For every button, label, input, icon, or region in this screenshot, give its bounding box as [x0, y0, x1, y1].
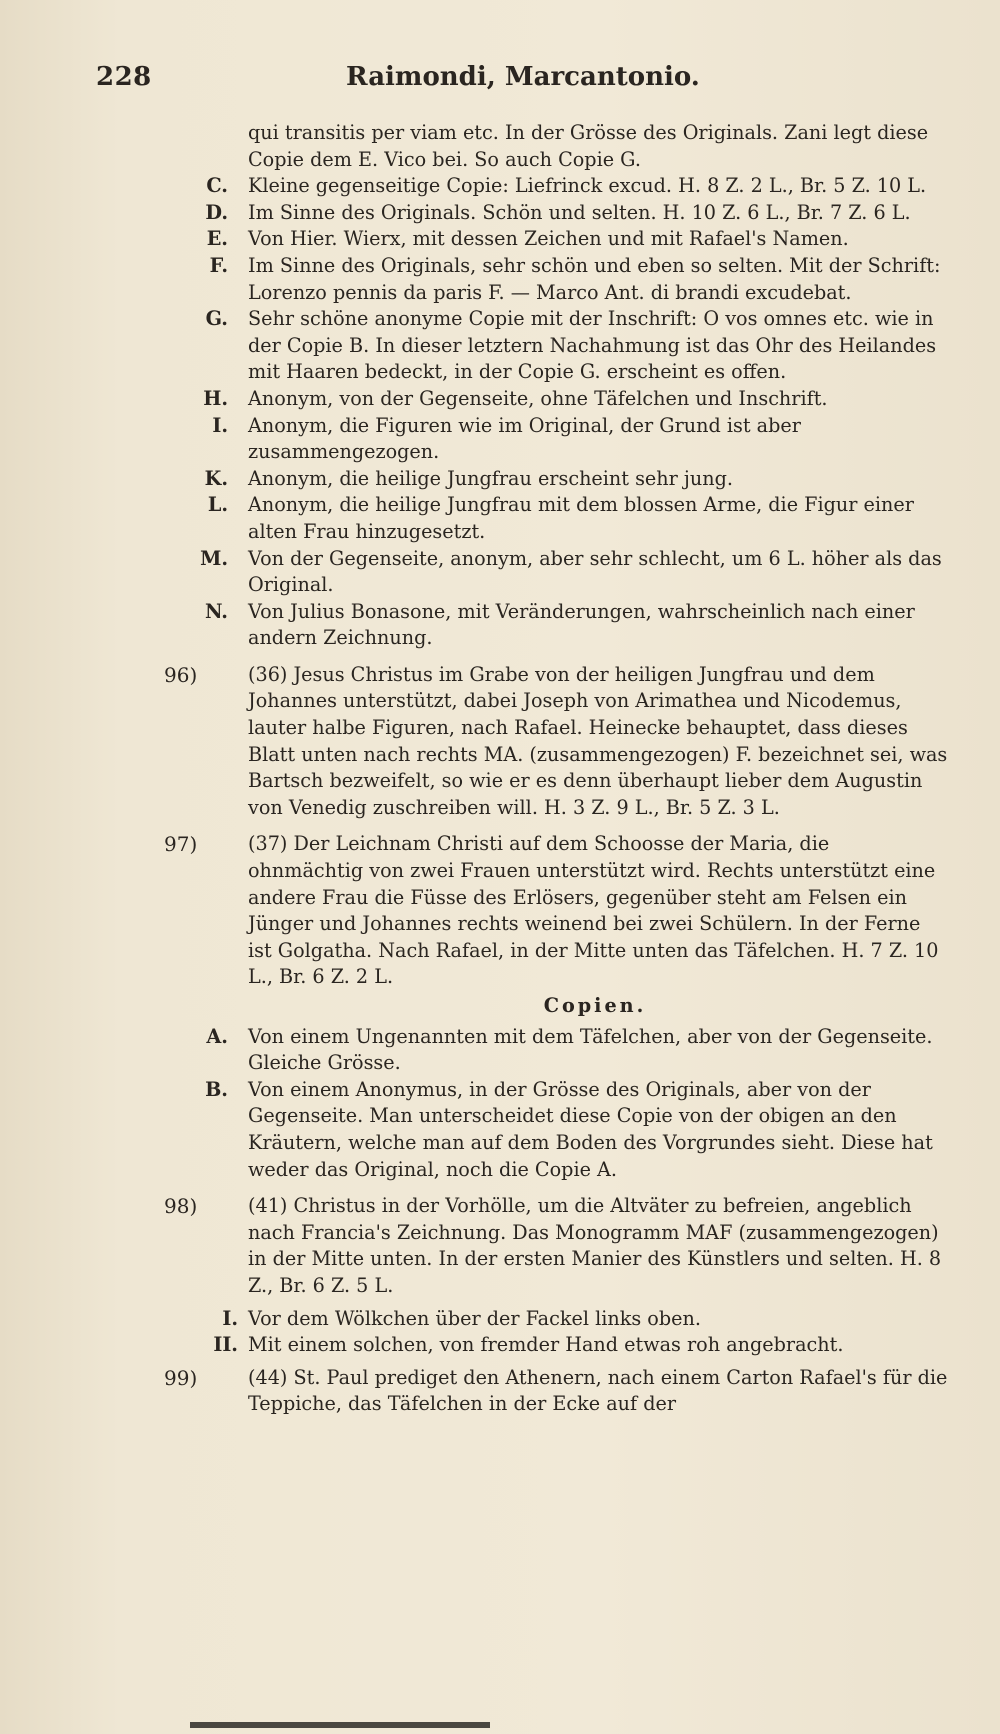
copy-text: Von einem Anonymus, in der Grösse des Originals, aber von der Gegenseite. Man unterscheidet diese Copie von der obigen an den Kräutern, welche man auf dem Boden des Vorgrundes sieht. Diese hat weder das Original, noch die Copie A. — [248, 1077, 933, 1181]
copy-text: Von einem Ungenannten mit dem Täfelchen, aber von der Gegenseite. Gleiche Grösse. — [248, 1024, 933, 1075]
copy-item — [180, 386, 950, 413]
page-number: 228 — [96, 62, 152, 92]
states-list — [180, 1306, 950, 1359]
state-item — [180, 1306, 950, 1333]
copy-text: Im Sinne des Originals, sehr schön und eben so selten. Mit der Schrift: Lorenzo pennis da paris F. — Marco Ant. di brandi excudebat. — [248, 253, 941, 304]
copy-label: G. — [205, 307, 228, 331]
copy-text: Anonym, die Figuren wie im Original, der Grund ist aber zusammengezogen. — [248, 413, 801, 464]
copy-item — [180, 599, 950, 652]
entry-text: (44) St. Paul prediget den Athenern, nach einem Carton Rafael's für die Teppiche, das Täfelchen in der Ecke auf der — [248, 1365, 948, 1416]
entry-text: (41) Christus in der Vorhölle, um die Altväter zu befreien, angeblich nach Francia's Zeichnung. Das Monogramm MAF (zusammengezogen) in der Mitte unten. In der ersten Manier des Künstlers und selten. H. 8 Z., Br. 6 Z. 5 L. — [248, 1194, 942, 1297]
copy-label: H. — [203, 386, 228, 410]
copy-item — [180, 306, 950, 386]
copy-item — [180, 466, 950, 493]
copy-item — [180, 253, 950, 306]
copy-item — [180, 1024, 950, 1077]
copy-text: Von der Gegenseite, anonym, aber sehr schlecht, um 6 L. höher als das Original. — [248, 546, 942, 597]
copy-item — [180, 173, 950, 200]
state-text: Mit einem solchen, von fremder Hand etwas roh angebracht. — [248, 1333, 844, 1357]
copy-text: Von Hier. Wierx, mit dessen Zeichen und mit Rafael's Namen. — [248, 227, 849, 251]
copy-label: D. — [205, 200, 228, 224]
copy-label: C. — [206, 174, 228, 198]
bottom-rule — [190, 1722, 490, 1728]
copies-list-first — [180, 173, 950, 652]
catalog-entry — [164, 662, 950, 822]
copy-item — [180, 413, 950, 466]
copy-item — [180, 492, 950, 545]
copy-text: Von Julius Bonasone, mit Veränderungen, wahrscheinlich nach einer andern Zeichnung. — [248, 599, 915, 650]
copy-label: L. — [207, 493, 228, 517]
copy-text: Anonym, die heilige Jungfrau mit dem blossen Arme, die Figur einer alten Frau hinzugesetzt. — [248, 493, 914, 543]
copy-item — [180, 1077, 950, 1183]
catalog-entry — [164, 831, 950, 991]
copy-label: E. — [206, 227, 228, 251]
copy-text: Im Sinne des Originals. Schön und selten. H. 10 Z. 6 L., Br. 7 Z. 6 L. — [248, 200, 911, 224]
copy-label: I. — [212, 413, 228, 437]
body-text — [164, 120, 950, 1418]
copy-text: Anonym, die heilige Jungfrau erscheint sehr jung. — [248, 466, 733, 490]
catalog-entry — [164, 1193, 950, 1299]
intro-paragraph: qui transitis per viam etc. In der Grösse des Originals. Zani legt diese Copie dem E. Vico bei. So auch Copie G. — [248, 121, 929, 171]
copy-text: Anonym, von der Gegenseite, ohne Täfelchen und Inschrift. — [248, 386, 828, 410]
copy-label: N. — [205, 599, 228, 623]
copy-item — [180, 226, 950, 253]
state-label: I. — [222, 1306, 238, 1330]
entry-text: (36) Jesus Christus im Grabe von der heiligen Jungfrau und dem Johannes unterstützt, dabei Joseph von Arimathea und Nicodemus, lauter halbe Figuren, nach Rafael. Heinecke behauptet, dass dieses Blatt unten nach rechts MA. (zusammengezogen) F. bezeichnet sei, was Bartsch bezweifelt, so wie er es denn überhaupt lieber dem Augustin von Venedig zuschreiben will. H. 3 Z. 9 L., Br. 5 Z. 3 L. — [248, 662, 948, 819]
copy-item — [180, 546, 950, 599]
entry-text: (37) Der Leichnam Christi auf dem Schoosse der Maria, die ohnmächtig von zwei Frauen unterstützt wird. Rechts unterstützt eine andere Frau die Füsse des Erlösers, gegenüber steht am Felsen ein Jünger und Johannes rechts weinend bei zwei Schülern. In der Ferne ist Golgatha. Nach Rafael, in der Mitte unten das Täfelchen. H. 7 Z. 10 L., Br. 6 Z. 2 L. — [248, 832, 939, 989]
running-title: Raimondi, Marcantonio. — [346, 62, 700, 92]
catalog-entry — [164, 1365, 950, 1418]
state-item — [180, 1332, 950, 1359]
state-label: II. — [213, 1333, 238, 1357]
entry-number: 98) — [164, 1194, 198, 1219]
copy-label: F. — [209, 253, 228, 277]
copy-label: M. — [200, 546, 228, 570]
copy-label: A. — [206, 1024, 228, 1048]
copy-text: Kleine gegenseitige Copie: Liefrinck excud. H. 8 Z. 2 L., Br. 5 Z. 10 L. — [248, 174, 927, 198]
copien-heading: Copien. — [543, 994, 647, 1017]
copies-list-second — [180, 1024, 950, 1184]
entry-number: 99) — [164, 1365, 198, 1390]
copy-item — [180, 200, 950, 227]
copy-label: B. — [205, 1077, 228, 1101]
copy-text: Sehr schöne anonyme Copie mit der Inschrift: O vos omnes etc. wie in der Copie B. In dieser letztern Nachahmung ist das Ohr des Heilandes mit Haaren bedeckt, in der Copie G. erscheint es offen. — [248, 307, 937, 384]
entry-number: 97) — [164, 832, 198, 857]
state-text: Vor dem Wölkchen über der Fackel links oben. — [248, 1306, 701, 1330]
page-header — [96, 62, 964, 102]
copy-label: K. — [204, 466, 228, 490]
entry-number: 96) — [164, 662, 198, 687]
